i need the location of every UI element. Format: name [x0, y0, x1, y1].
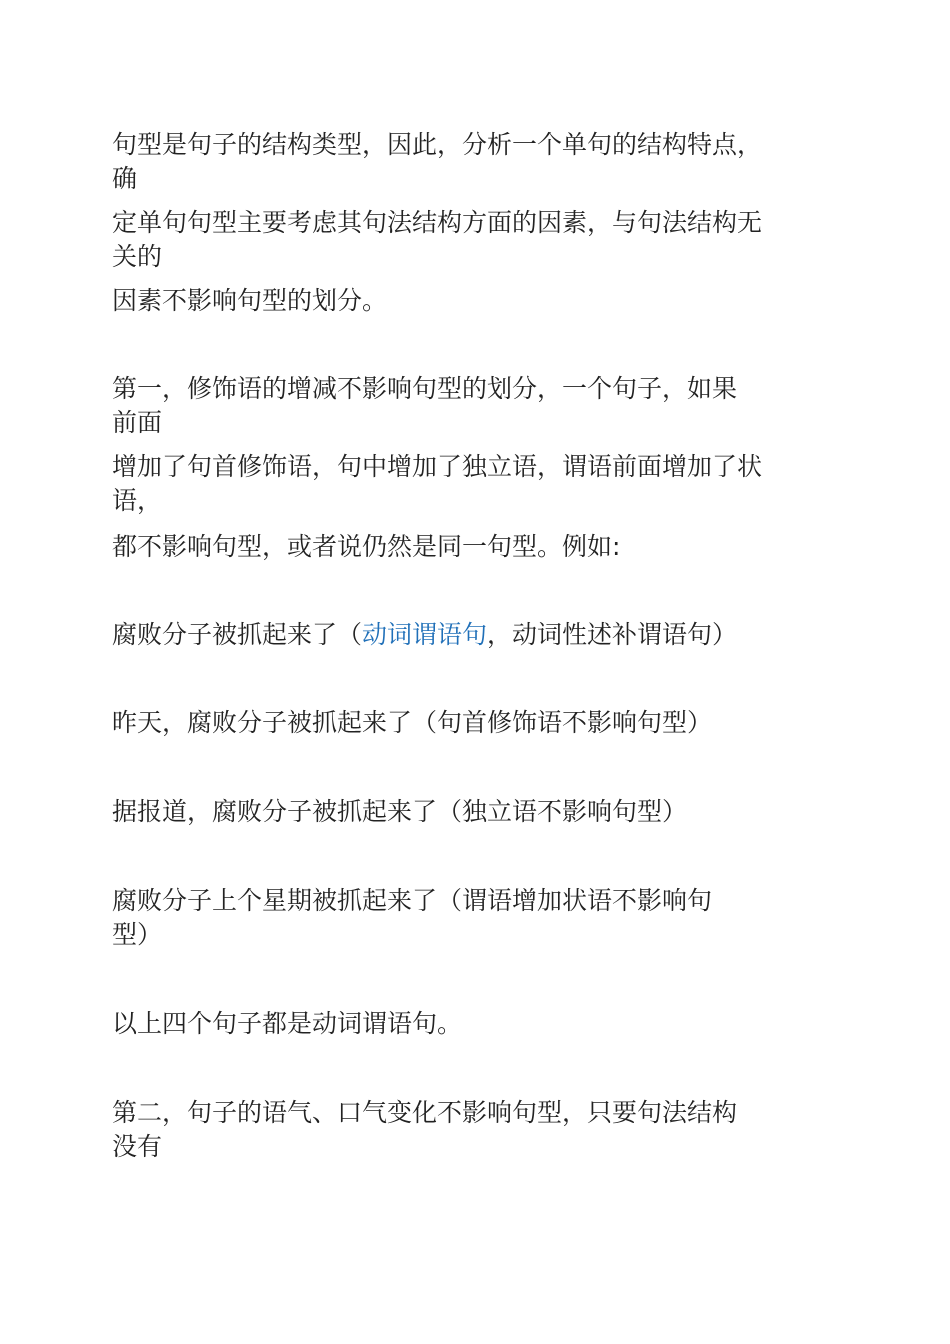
paragraph-2-line-2: 前面	[112, 408, 163, 437]
paragraph-1-line-4: 关的	[112, 242, 163, 271]
paragraph-3-line-1: 第二，句子的语气、口气变化不影响句型，只要句法结构	[112, 1098, 738, 1127]
paragraph-1-line-5: 因素不影响句型的划分。	[112, 286, 388, 315]
paragraph-2-line-4: 语，	[112, 486, 163, 515]
example-4-line-2: 型）	[112, 920, 163, 949]
verb-predicate-link[interactable]: 动词谓语句	[362, 620, 488, 649]
example-1-before: 腐败分子被抓起来了（	[112, 620, 363, 649]
paragraph-1-line-3: 定单句句型主要考虑其句法结构方面的因素，与句法结构无	[112, 208, 763, 237]
paragraph-1-line-2: 确	[112, 164, 138, 193]
example-4-line-1: 腐败分子上个星期被抓起来了（谓语增加状语不影响句	[112, 886, 713, 915]
paragraph-1-line-1: 句型是句子的结构类型，因此，分析一个单句的结构特点，	[112, 130, 763, 159]
example-2: 昨天，腐败分子被抓起来了（句首修饰语不影响句型）	[112, 708, 713, 737]
paragraph-2-line-5: 都不影响句型，或者说仍然是同一句型。例如:	[112, 532, 621, 561]
example-1	[112, 618, 837, 652]
summary-line: 以上四个句子都是动词谓语句。	[112, 1009, 463, 1038]
paragraph-2-line-1: 第一，修饰语的增减不影响句型的划分，一个句子，如果	[112, 374, 738, 403]
paragraph-3-line-2: 没有	[112, 1132, 163, 1161]
example-1-after: ，动词性述补谓语句）	[487, 620, 738, 649]
paragraph-2-line-3: 增加了句首修饰语，句中增加了独立语，谓语前面增加了状	[112, 452, 763, 481]
example-3: 据报道，腐败分子被抓起来了（独立语不影响句型）	[112, 797, 688, 826]
